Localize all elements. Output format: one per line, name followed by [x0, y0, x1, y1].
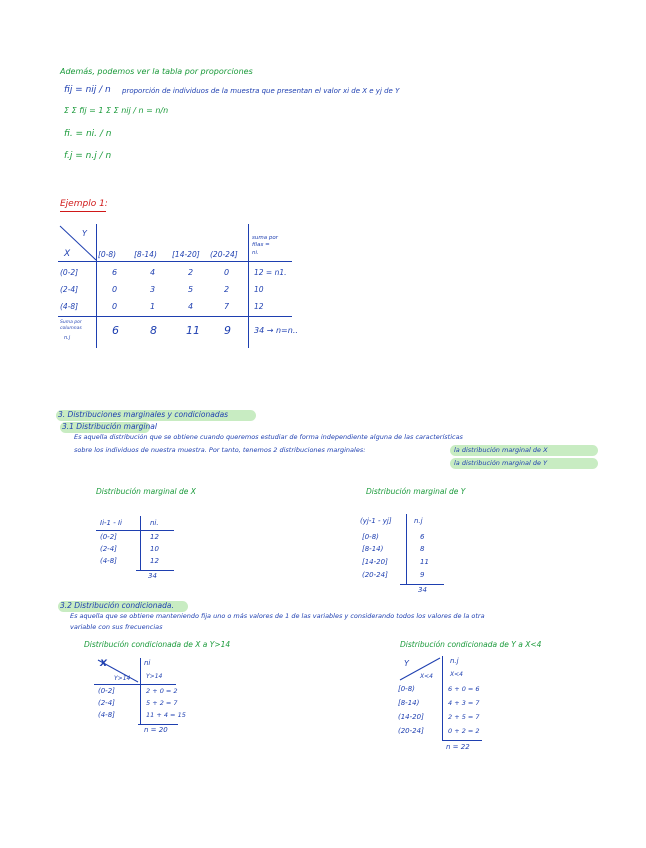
- total-label-line: columnas: [60, 326, 82, 331]
- marginal-y-interval: [8-14): [362, 545, 384, 553]
- marginal-y-header: n.j: [414, 517, 423, 525]
- cond-y-corner-top: Y: [404, 659, 409, 668]
- fi-formula: fi. = ni. / n: [64, 129, 112, 139]
- col-header: [8-14): [134, 250, 157, 259]
- row-header: (0-2]: [60, 268, 79, 277]
- cell-row-sum: 10: [254, 285, 264, 294]
- marginal-x-header: ni.: [150, 519, 159, 527]
- marginal-y-interval: [14-20]: [362, 558, 388, 566]
- col-header: [0-8): [98, 250, 117, 259]
- marginal-x-table: [96, 516, 186, 582]
- col-header: (20-24]: [210, 250, 238, 259]
- row-header: (2-4]: [60, 285, 79, 294]
- fij-formula: fij = nij / n: [64, 85, 111, 95]
- cond-x-total: n = 20: [144, 726, 168, 734]
- section31-text1: Es aquella distribución que se obtiene cuando queremos estudiar de forma independiente alguna de las características: [74, 433, 463, 441]
- marginal-x-interval: (0-2]: [100, 533, 117, 541]
- cond-y-freq: 4 + 3 = 7: [448, 699, 480, 707]
- cell: 4: [150, 268, 156, 277]
- contingency-table: [58, 224, 298, 350]
- cond-y-title: Distribución condicionada de Y a X<4: [400, 640, 542, 649]
- total-label-line: Suma por: [60, 320, 82, 325]
- cond-y-interval: (20-24]: [398, 727, 424, 735]
- marginal-y-title: Distribución marginal de Y: [366, 487, 466, 496]
- marginal-y-interval: [0-8): [362, 533, 379, 541]
- cell: 0: [112, 302, 118, 311]
- cell: 1: [150, 302, 156, 311]
- column-total: 9: [224, 324, 231, 337]
- column-total: 6: [112, 324, 119, 337]
- col-header: [14-20]: [172, 250, 200, 259]
- section31-marginal-y: la distribución marginal de Y: [454, 459, 548, 467]
- marginal-x-title: Distribución marginal de X: [96, 487, 196, 496]
- marginal-y-header: (yj-1 - yj]: [360, 517, 392, 525]
- cond-y-table: [396, 656, 506, 752]
- cond-y-diagonal: [396, 656, 442, 684]
- fj-formula: f.j = n.j / n: [64, 151, 112, 161]
- cell-row-sum: 12 = n1.: [254, 268, 287, 277]
- cell: 5: [188, 285, 194, 294]
- cond-y-corner-bottom: X<4: [420, 673, 433, 680]
- marginal-x-interval: (2-4]: [100, 545, 117, 553]
- marginal-x-header: Ii-1 - Ii: [100, 519, 122, 527]
- cond-x-title: Distribución condicionada de X a Y>14: [84, 640, 231, 649]
- cond-x-col-sub: Y>14: [146, 673, 163, 680]
- example-title: Ejemplo 1:: [60, 199, 108, 209]
- cond-y-col-sub: X<4: [450, 671, 463, 678]
- section31-text2: sobre los individuos de nuestra muestra. Por tanto, tenemos 2 distribuciones marginales:: [74, 446, 366, 454]
- cell: 4: [188, 302, 194, 311]
- cond-x-interval: (2-4]: [98, 699, 115, 707]
- cond-y-freq: 2 + 5 = 7: [448, 713, 480, 721]
- cond-x-corner-top: X: [100, 659, 107, 669]
- cond-x-freq: 5 + 2 = 7: [146, 699, 178, 707]
- cond-y-interval: [0-8): [398, 685, 415, 693]
- marginal-x-freq: 12: [150, 557, 159, 565]
- row-header: (4-8]: [60, 302, 79, 311]
- sum-header-line: filas =: [252, 242, 270, 248]
- marginal-y-freq: 9: [420, 571, 425, 579]
- sum-header-line: ni.: [252, 250, 259, 256]
- intro-heading: Además, podemos ver la tabla por proporciones: [60, 67, 253, 76]
- marginal-y-table: [360, 514, 460, 596]
- corner-y-label: Y: [82, 229, 87, 238]
- marginal-x-total: 34: [148, 572, 157, 580]
- cell: 3: [150, 285, 156, 294]
- cell: 0: [112, 285, 118, 294]
- cond-y-interval: [8-14): [398, 699, 420, 707]
- marginal-y-interval: (20-24]: [362, 571, 388, 579]
- cell: 6: [112, 268, 118, 277]
- cond-y-freq: 0 + 2 = 2: [448, 727, 480, 735]
- marginal-x-interval: (4-8]: [100, 557, 117, 565]
- section3-title: 3. Distribuciones marginales y condicionadas: [58, 410, 229, 419]
- cell: 2: [224, 285, 230, 294]
- marginal-y-freq: 8: [420, 545, 425, 553]
- cond-y-freq: 6 + 0 = 6: [448, 685, 480, 693]
- section31-title: 3.1 Distribución marginal: [62, 422, 157, 431]
- cond-x-interval: (0-2]: [98, 687, 115, 695]
- cond-x-col-header: ni: [144, 659, 151, 667]
- cond-x-interval: (4-8]: [98, 711, 115, 719]
- marginal-y-freq: 6: [420, 533, 425, 541]
- cell: 0: [224, 268, 230, 277]
- cond-x-freq: 2 + 0 = 2: [146, 687, 178, 695]
- column-total: 8: [150, 324, 157, 337]
- total-label-line: n.j: [64, 335, 71, 341]
- cell: 7: [224, 302, 230, 311]
- marginal-y-freq: 11: [420, 558, 429, 566]
- grand-total: 34 → n=n..: [254, 326, 298, 335]
- cond-x-freq: 11 + 4 = 15: [146, 711, 186, 719]
- section31-marginal-x: la distribución marginal de X: [454, 446, 548, 454]
- section32-text1: Es aquella que se obtiene manteniendo fija uno o más valores de 1 de las variables y considerando todos los valores de la otra: [70, 612, 485, 620]
- cell: 2: [188, 268, 194, 277]
- fij-description: proporción de individuos de la muestra que presentan el valor xi de X e yj de Y: [122, 87, 400, 95]
- marginal-x-freq: 10: [150, 545, 159, 553]
- corner-x-label: X: [64, 249, 71, 259]
- cond-x-table: [94, 658, 194, 736]
- marginal-y-total: 34: [418, 586, 427, 594]
- example-title-underline: [60, 211, 106, 212]
- section32-title: 3.2 Distribución condicionada.: [60, 601, 174, 610]
- column-total: 11: [186, 324, 200, 337]
- sum-formula: Σ Σ fij = 1 Σ Σ nij / n = n/n: [64, 106, 169, 115]
- cond-x-corner-bottom: Y>14: [114, 675, 131, 682]
- cond-y-col-header: n.j: [450, 657, 459, 665]
- cond-y-interval: (14-20]: [398, 713, 424, 721]
- sum-header-line: suma por: [252, 235, 278, 241]
- cell-row-sum: 12: [254, 302, 264, 311]
- section32-text2: variable con sus frecuencias: [70, 623, 163, 631]
- cond-y-total: n = 22: [446, 743, 470, 751]
- marginal-x-freq: 12: [150, 533, 159, 541]
